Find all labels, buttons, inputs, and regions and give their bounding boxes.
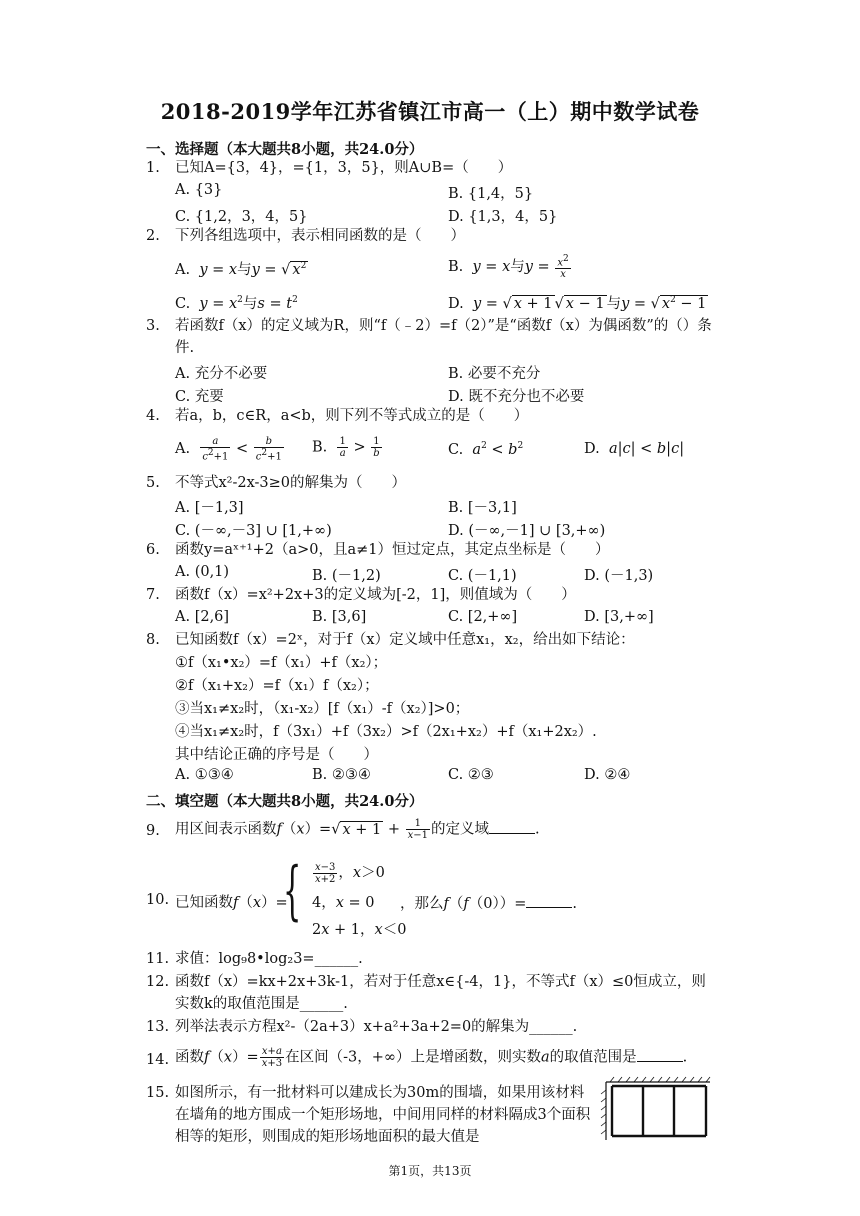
question-number: 6. [146, 542, 160, 558]
statement-2: ②f（x₁+x₂）=f（x₁）f（x₂）； [175, 678, 379, 694]
page-title: 2018-2019学年江苏省镇江市高一（上）期中数学试卷 [160, 99, 700, 124]
option-b: B. $\frac{1}{a}$ > $\frac{1}{b}$ [312, 436, 380, 459]
option-d: D. 既不充分也不必要 [448, 389, 585, 405]
option-c: C. {1,2，3，4，5} [175, 209, 308, 225]
question-text: 下列各组选项中，表示相同函数的是（ ） [175, 228, 465, 244]
statement-1: ①f（x₁•x₂）=f（x₁）+f（x₂）； [175, 655, 388, 671]
option-c: C. $y = x^2$与$s = t^2$ [175, 295, 298, 312]
question-text: 用区间表示函数f（x）=√ x + 1 + $\frac{1}{x-1}$ 的定义域 . [175, 818, 540, 841]
option-c: C. ②③ [448, 767, 494, 783]
question-prompt: 其中结论正确的序号是（ ） [175, 747, 378, 763]
question-number: 2. [146, 228, 160, 244]
option-a: A. y = x与y = √ $x^2$ [175, 261, 307, 278]
question-text: 函数f（x）= $\frac{x+a}{x+3}$ 在区间（-3，+∞）上是增函数，则实数a的取值范围是 . [175, 1046, 688, 1069]
question-text-tail: ，那么f（f（0））= . [400, 892, 577, 913]
option-a: A. [2,6] [175, 609, 230, 625]
wall-corner-diagram [600, 1076, 712, 1142]
option-a: A. 充分不必要 [175, 366, 268, 382]
option-a: A. ①③④ [175, 767, 234, 783]
option-d: D. {1,3，4，5} [448, 209, 558, 225]
option-b: B. (－1,2) [312, 568, 381, 584]
question-text: 已知A={3，4}，={1，3，5}，则A∪B=（ ） [175, 160, 513, 176]
option-c: C. [2,+∞] [448, 609, 518, 625]
piecewise-function: $\frac{x-3}{x+2}$ ，x＞0 4，x = 0 2x + 1，x＜0 [312, 861, 407, 938]
question-text: 若a，b，c∈R，a<b，则下列不等式成立的是（ ） [175, 408, 529, 424]
question-number: 7. [146, 587, 160, 603]
option-a: A. (0,1) [175, 564, 230, 580]
question-text: 求值：log₉8•log₂3=______. [175, 951, 363, 967]
question-number: 8. [146, 632, 160, 648]
option-d: D. (－1,3) [584, 568, 654, 584]
question-number: 10. [146, 892, 170, 908]
option-c: C. $a^2 < b^2$ [448, 441, 524, 458]
question-text: 已知函数f（x）= [175, 895, 288, 911]
option-a: A. [－1,3] [175, 500, 244, 516]
option-a: A. {3} [175, 182, 223, 198]
option-d: D. ②④ [584, 767, 631, 783]
statement-4: ④当x₁≠x₂时，f（3x₁）+f（3x₂）>f（2x₁+x₂）+f（x₁+2x₂）. [175, 724, 597, 740]
option-c: C. 充要 [175, 389, 224, 405]
question-number: 1. [146, 160, 160, 176]
section-heading-choice: 一、选择题（本大题共8小题，共24.0分） [146, 141, 424, 158]
statement-3: ③当x₁≠x₂时，（x₁-x₂）[f（x₁）-f（x₂）]>0； [175, 701, 470, 717]
question-text: 不等式x²-2x-3≥0的解集为（ ） [175, 475, 407, 491]
question-number: 5. [146, 475, 160, 491]
option-b: B. [3,6] [312, 609, 367, 625]
page-footer: 第1页，共13页 [388, 1164, 472, 1178]
question-text: 若函数f（x）的定义域为R，则“f（﹣2）=f（2）”是“函数f（x）为偶函数”的（）条件. [175, 318, 712, 356]
question-text: 已知函数f（x）=2ˣ，对于f（x）定义域中任意x₁，x₂，给出如下结论： [175, 632, 635, 648]
option-b: B. [－3,1] [448, 500, 517, 516]
question-number: 15. [146, 1085, 170, 1101]
question-text: 如图所示，有一批材料可以建成长为30m的围墙，如果用该材料在墙角的地方围成一个矩形场地，中间用同样的材料隔成3个面积相等的矩形，则围成的矩形场地面积的最大值是 [175, 1085, 591, 1145]
option-d: D. [3,+∞] [584, 609, 654, 625]
question-number: 12. [146, 974, 170, 990]
question-number: 14. [146, 1052, 170, 1068]
option-a: A. $\frac{a}{c^2+1}$ < $\frac{b}{c^2+1}$ [175, 436, 282, 463]
question-text: 函数f（x）=x²+2x+3的定义域为[-2，1]，则值域为（ ） [175, 587, 576, 603]
question-number: 4. [146, 408, 160, 424]
question-number: 3. [146, 318, 160, 334]
option-c: C. (－∞,－3] ∪ [1,+∞) [175, 523, 332, 539]
option-d: D. (－∞,－1] ∪ [3,+∞) [448, 523, 606, 539]
question-number: 13. [146, 1019, 170, 1035]
question-number: 9. [146, 823, 160, 839]
section-heading-fill: 二、填空题（本大题共8小题，共24.0分） [146, 793, 424, 810]
question-number: 11. [146, 951, 170, 967]
option-b: B. ②③④ [312, 767, 371, 783]
option-d: D. y = √ x + 1 √ x − 1 与y = √ $x^2 - 1$ [448, 295, 707, 312]
option-b: B. {1,4，5} [448, 186, 534, 202]
question-text: 列举法表示方程x²-（2a+3）x+a²+3a+2=0的解集为______. [175, 1019, 578, 1035]
question-text: 函数y=aˣ⁺¹+2（a>0，且a≠1）恒过定点，其定点坐标是（ ） [175, 542, 610, 558]
option-b: B. y = x与y = $\frac{x^2}{x}$ [448, 254, 569, 281]
brace-icon: { [283, 854, 302, 928]
option-c: C. (－1,1) [448, 568, 517, 584]
option-b: B. 必要不充分 [448, 366, 541, 382]
option-d: D. a|c| < b|c| [584, 441, 685, 457]
question-text: 函数f（x）=kx+2x+3k-1，若对于任意x∈{-4，1}，不等式f（x）≤0恒成立，则实数k的取值范围是______. [175, 974, 706, 1012]
